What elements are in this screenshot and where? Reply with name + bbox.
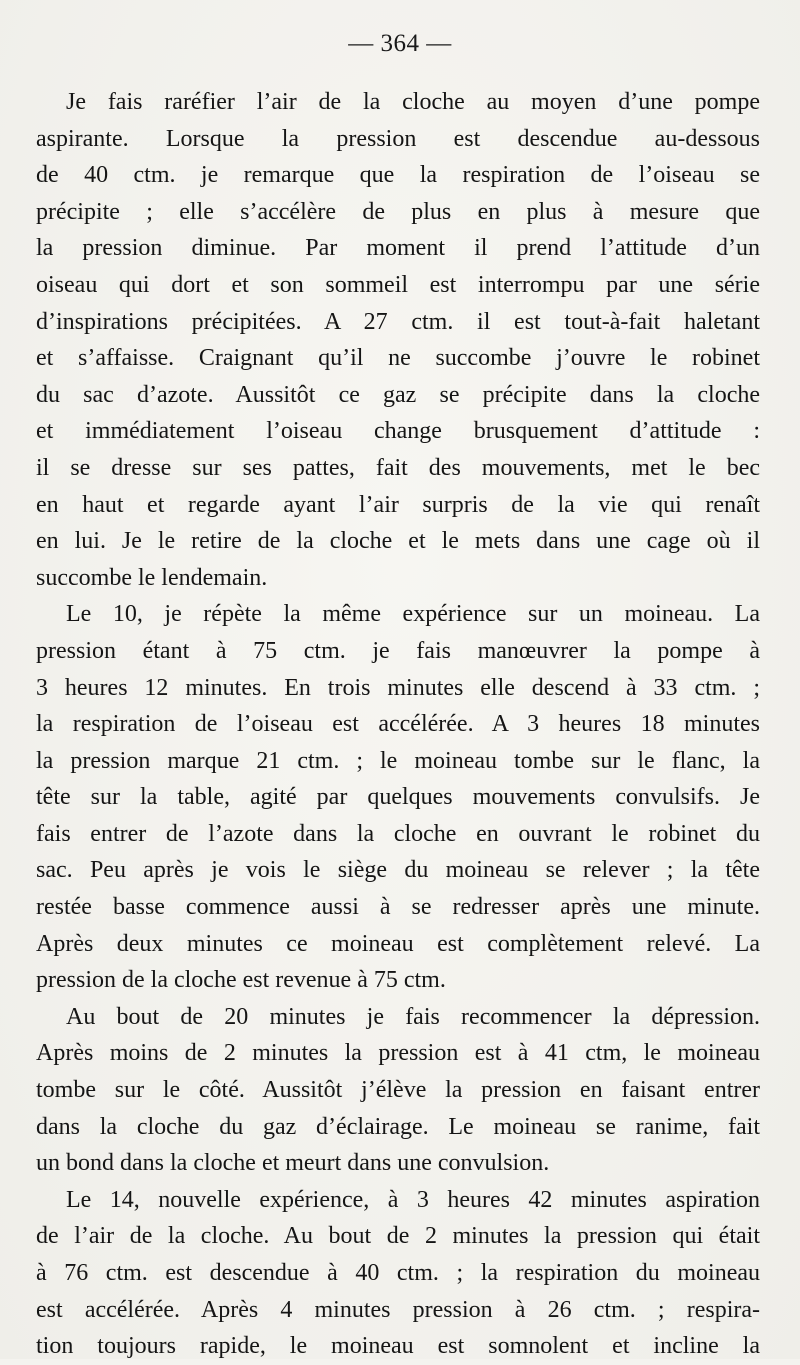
text-line: de 40 ctm. je remarque que la respiration de l’oiseau se (36, 162, 760, 189)
text-line: en haut et regarde ayant l’air surpris de la vie qui renaît (36, 491, 760, 518)
text-line: à 76 ctm. est descendue à 40 ctm. ; la respiration du moineau (36, 1260, 760, 1286)
text-line: pression de la cloche est revenue à 75 ctm. (36, 967, 446, 994)
text-line: précipite ; elle s’accélère de plus en plus à mesure que (36, 198, 760, 225)
text-line: la respiration de l’oiseau est accélérée. A 3 heures 18 minutes (36, 711, 760, 738)
body-text (36, 84, 760, 1365)
text-line: pression étant à 75 ctm. je fais manœuvrer la pompe à (36, 637, 760, 664)
text-line: sac. Peu après je vois le siège du moineau se relever ; la tête (36, 857, 760, 884)
text-line: tion toujours rapide, le moineau est somnolent et incline la (36, 1333, 760, 1360)
text-line: succombe le lendemain. (36, 564, 268, 591)
text-line: fais entrer de l’azote dans la cloche en ouvrant le robinet du (36, 820, 760, 847)
text-line: Le 10, je répète la même expérience sur un moineau. La (66, 601, 760, 628)
paragraph-2 (36, 596, 760, 999)
text-line: de l’air de la cloche. Au bout de 2 minutes la pression qui était (36, 1223, 760, 1250)
text-line: Après moins de 2 minutes la pression est à 41 ctm, le moineau (36, 1040, 760, 1067)
text-line: oiseau qui dort et son sommeil est interrompu par une série (36, 271, 760, 298)
text-line: 3 heures 12 minutes. En trois minutes elle descend à 33 ctm. ; (36, 674, 760, 701)
text-line: et s’affaisse. Craignant qu’il ne succombe j’ouvre le robinet (36, 345, 760, 372)
text-line: tête sur la table, agité par quelques mouvements convulsifs. Je (36, 784, 760, 811)
text-line: restée basse commence aussi à se redresser après une minute. (36, 894, 760, 921)
paragraph-3 (36, 999, 760, 1182)
text-line: Après deux minutes ce moineau est complètement relevé. La (36, 930, 760, 957)
text-line: un bond dans la cloche et meurt dans une convulsion. (36, 1150, 550, 1177)
paragraph-1 (36, 84, 760, 596)
text-line: en lui. Je le retire de la cloche et le mets dans une cage où il (36, 528, 760, 555)
text-line: du sac d’azote. Aussitôt ce gaz se précipite dans la cloche (36, 381, 760, 408)
text-line: d’inspirations précipitées. A 27 ctm. il est tout-à-fait haletant (36, 308, 760, 335)
text-line: et immédiatement l’oiseau change brusquement d’attitude : (36, 418, 760, 445)
text-line: Le 14, nouvelle expérience, à 3 heures 42 minutes aspiration (66, 1186, 760, 1213)
text-line: la pression diminue. Par moment il prend l’attitude d’un (36, 235, 760, 262)
text-line: la pression marque 21 ctm. ; le moineau tombe sur le flanc, la (36, 747, 760, 774)
text-line: dans la cloche du gaz d’éclairage. Le moineau se ranime, fait (36, 1113, 760, 1140)
text-line: aspirante. Lorsque la pression est descendue au-dessous (36, 125, 760, 152)
paragraph-4 (36, 1182, 760, 1365)
text-line: il se dresse sur ses pattes, fait des mouvements, met le bec (36, 454, 760, 481)
page-number: — 364 — (348, 30, 452, 57)
text-line: Je fais raréfier l’air de la cloche au moyen d’une pompe (66, 89, 760, 115)
text-line: tombe sur le côté. Aussitôt j’élève la pression en faisant entrer (36, 1077, 760, 1104)
text-line: est accélérée. Après 4 minutes pression à 26 ctm. ; respira- (36, 1296, 760, 1323)
text-line: Au bout de 20 minutes je fais recommencer la dépression. (66, 1003, 760, 1030)
